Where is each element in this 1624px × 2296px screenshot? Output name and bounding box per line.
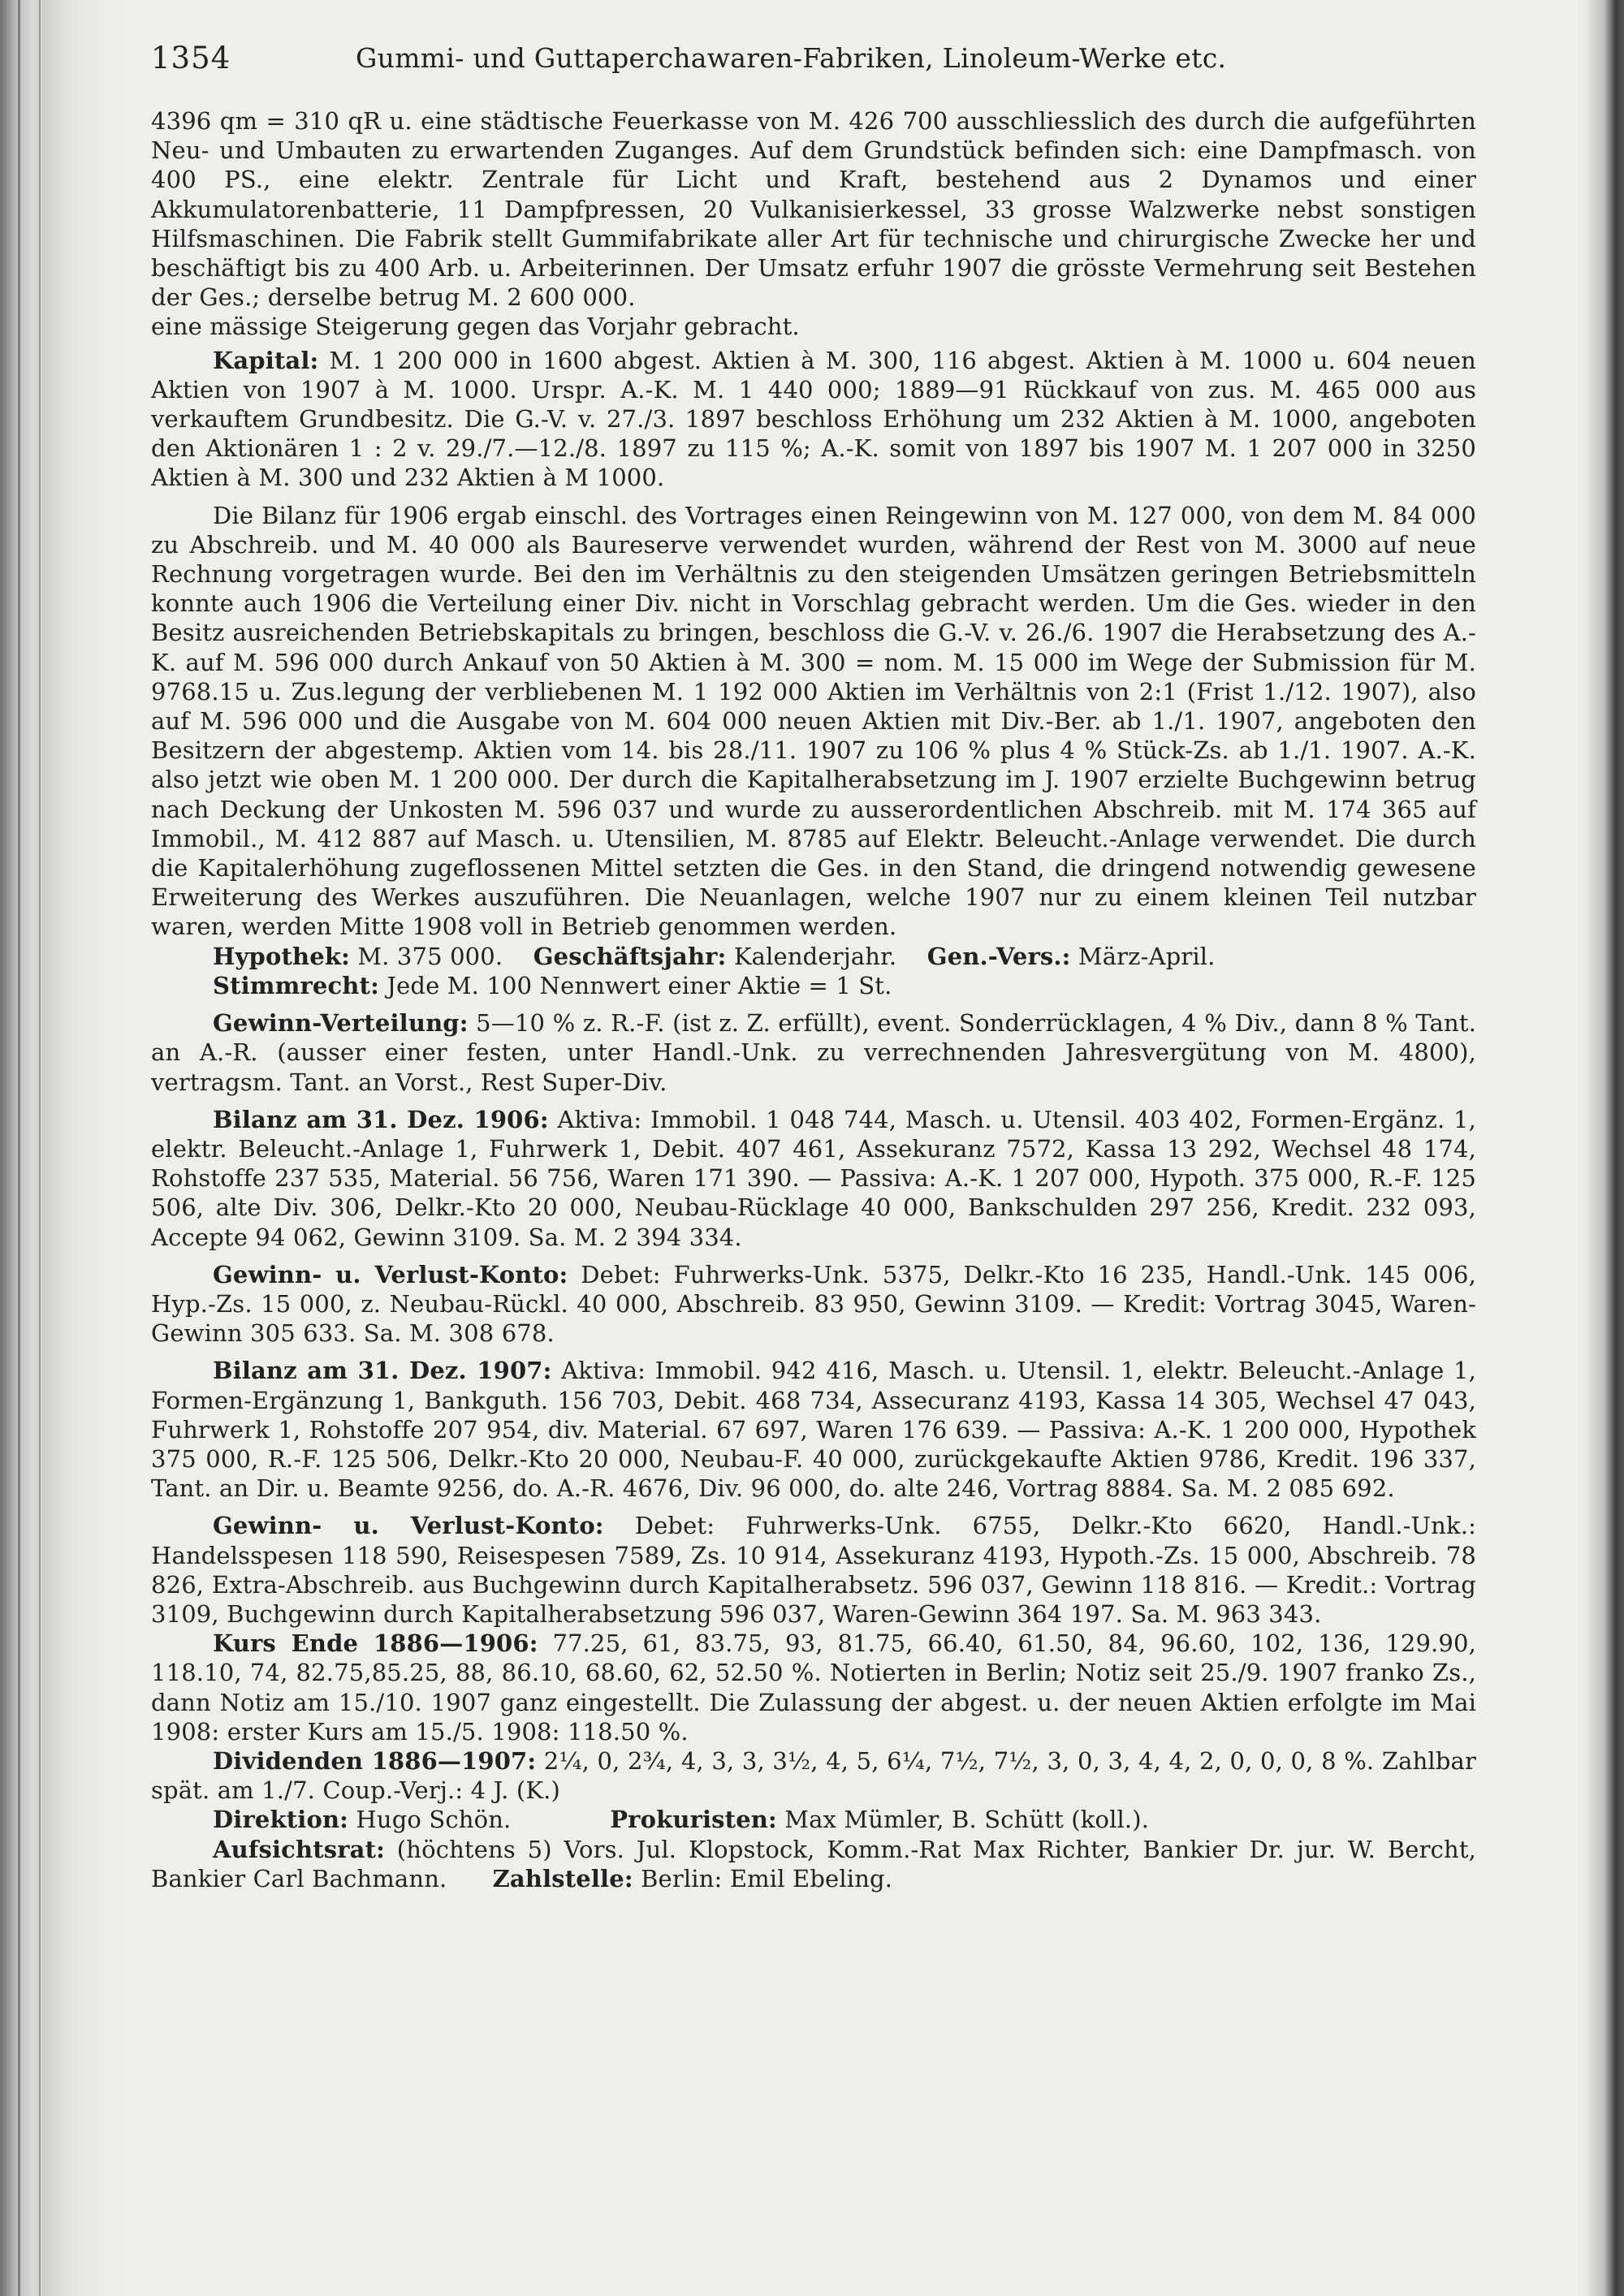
paragraph-bilanz-1906: Bilanz am 31. Dez. 1906: Aktiva: Immobil. 1 048 744, Masch. u. Utensil. 403 402, Formen-Ergänz. 1, elektr. Beleucht.-Anlage 1, Fuhrwerk 1, Debit. 407 461, Assekuranz 7572, Kassa 13 292, Wechsel 48 174, Rohstoffe 237 535, Material. 56 756, Waren 171 390. — Passiva: A.-K. 1 207 000, Hypoth. 375 000, R.-F. 125 506, alte Div. 306, Delkr.-Kto 20 000, Neubau-Rücklage 40 000, Bankschulden 297 256, Kredit. 232 093, Accepte 94 062, Gewinn 3109. Sa. M. 2 394 334. [151,1105,1476,1251]
prokuristen-label: Prokuristen: [610,1806,777,1834]
paragraph-stimmrecht: Stimmrecht: Jede M. 100 Nennwert einer Aktie = 1 St. [213,971,892,999]
paragraph-dividenden: Dividenden 1886—1907: 2¼, 0, 2¾, 4, 3, 3, 3½, 4, 5, 6¼, 7½, 7½, 3, 0, 3, 4, 4, 2, 0, 0, 0, 8 %. Zahlbar spät. am 1./7. Coup.-Verj.: 4 J. (K.) [151,1746,1476,1805]
geschaeftsjahr-label: Geschäftsjahr: [533,942,727,970]
bilanz-1906-label: Bilanz am 31. Dez. 1906: [213,1105,549,1133]
paragraph-guv-1907: Gewinn- u. Verlust-Konto: Debet: Fuhrwerks-Unk. 6755, Delkr.-Kto 6620, Handl.-Unk.: Handelsspesen 118 590, Reisespesen 7589, Zs. 10 914, Assekuranz 4193, Hypoth.-Zs. 15 000, Abschreib. 78 826, Extra-Abschreib. aus Buchgewinn durch Kapitalherabsetz. 596 037, Gewinn 118 816. — Kredit.: Vortrag 3109, Buchgewinn durch Kapitalherabsetzung 596 037, Waren-Gewinn 364 197. Sa. M. 963 343. [151,1512,1476,1628]
guv-1907-label: Gewinn- u. Verlust-Konto: [213,1512,604,1540]
hypothek-label: Hypothek: [213,942,350,970]
stimmrecht-label: Stimmrecht: [213,971,379,999]
aufsichtsrat-label: Aufsichtsrat: [213,1835,385,1863]
dividenden-label: Dividenden 1886—1907: [213,1746,537,1775]
body-text [151,106,1476,1893]
paragraph-hypothek: Hypothek: M. 375 000. Geschäftsjahr: Kalenderjahr. Gen.-Vers.: März-April. [213,942,1216,970]
gewinn-verteilung-label: Gewinn-Verteilung: [213,1009,469,1038]
paragraph-kurs: Kurs Ende 1886—1906: 77.25, 61, 83.75, 93, 81.75, 66.40, 61.50, 84, 96.60, 102, 136, 129.90, 118.10, 74, 82.75,85.25, 88, 86.10, 68.60, 62, 52.50 %. Notierten in Berlin; Notiz seit 25./9. 1907 franko Zs., dann Notiz am 15./10. 1907 ganz eingestellt. Die Zulassung der abgest. u. der neuen Aktien erfolgte im Mai 1908: erster Kurs am 15./5. 1908: 118.50 %. [151,1629,1476,1746]
paragraph-gewinn-verteilung: Gewinn-Verteilung: 5—10 % z. R.-F. (ist z. Z. erfüllt), event. Sonderrücklagen, 4 % Div., dann 8 % Tant. an A.-R. (ausser einer festen, unter Handl.-Unk. zu verrechnenden Jahresvergütung von M. 4800), vertragsm. Tant. an Vorst., Rest Super-Div. [151,1009,1476,1096]
kapital-label: Kapital: [213,346,319,374]
document-page [151,0,1476,2296]
guv-1906-label: Gewinn- u. Verlust-Konto: [213,1260,568,1288]
paragraph-aufsichtsrat: Aufsichtsrat: (höchtens 5) Vors. Jul. Klopstock, Komm.-Rat Max Richter, Bankier Dr. jur. W. Bercht, Bankier Carl Bachmann. Zahlstelle: Berlin: Emil Ebeling. [151,1835,1476,1892]
bilanz-1907-label: Bilanz am 31. Dez. 1907: [213,1357,552,1385]
paragraph-plant-description: 4396 qm = 310 qR u. eine städtische Feuerkasse von M. 426 700 ausschliesslich des durch die aufgeführten Neu- und Umbauten zu erwartenden Zuganges. Auf dem Grundstück befinden sich: eine Dampfmasch. von 400 PS., eine elektr. Zentrale für Licht und Kraft, bestehend aus 2 Dynamos und einer Akkumulatorenbatterie, 11 Dampfpressen, 20 Vulkanisierkessel, 33 grosse Walzwerke nebst sonstigen Hilfsmaschinen. Die Fabrik stellt Gummifabrikate aller Art für technische und chirurgische Zwecke her und beschäftigt bis zu 400 Arb. u. Arbeiterinnen. Der Umsatz erfuhr 1907 die grösste Vermehrung seit Bestehen der Ges.; derselbe betrug M. 2 600 000. [151,107,1476,312]
page-right-edge-shadow [1583,0,1624,2296]
page-header [151,41,1476,80]
running-title: Gummi- und Guttaperchawaren-Fabriken, Linoleum-Werke etc. [356,42,1227,74]
paragraph-bilanz-1906-notes: Die Bilanz für 1906 ergab einschl. des Vortrages einen Reingewinn von M. 127 000, von dem M. 84 000 zu Abschreib. und M. 40 000 als Baureserve verwendet wurden, während der Rest von M. 3000 auf neue Rechnung vorgetragen wurde. Bei den im Verhältnis zu den steigenden Umsätzen geringen Betriebsmitteln konnte auch 1906 die Verteilung einer Div. nicht in Vorschlag gebracht werden. Um die Ges. wieder in den Besitz ausreichenden Betriebskapitals zu bringen, beschloss die G.-V. v. 26./6. 1907 die Herabsetzung des A.-K. auf M. 596 000 durch Ankauf von 50 Aktien à M. 300 = nom. M. 15 000 im Wege der Submission für M. 9768.15 u. Zus.legung der verbliebenen M. 1 192 000 Aktien im Verhältnis von 2:1 (Frist 1./12. 1907), also auf M. 596 000 und die Ausgabe von M. 604 000 neuen Aktien mit Div.-Ber. ab 1./1. 1907, angeboten den Besitzern der abgestemp. Aktien vom 14. bis 28./11. 1907 zu 106 % plus 4 % Stück-Zs. ab 1./1. 1907. A.-K. also jetzt wie oben M. 1 200 000. Der durch die Kapitalherabsetzung im J. 1907 erzielte Buchgewinn betrug nach Deckung der Unkosten M. 596 037 und wurde zu ausserordentlichen Abschreib. mit M. 174 365 auf Immobil., M. 412 887 auf Masch. u. Utensilien, M. 8785 auf Elektr. Beleucht.-Anlage verwendet. Die durch die Kapitalerhöhung zugeflossenen Mittel setzten die Ges. in den Stand, die dringend notwendig gewesene Erweiterung des Werkes auszuführen. Die Neuanlagen, welche 1907 nur zu einem kleinen Teil nutzbar waren, werden Mitte 1908 voll in Betrieb genommen werden. [151,501,1476,941]
paragraph-direktion: Direktion: Hugo Schön. Prokuristen: Max Mümler, B. Schütt (koll.). [213,1806,1150,1834]
binding-edge-line [39,0,41,2296]
direktion-label: Direktion: [213,1806,349,1834]
page-number: 1354 [151,41,231,76]
paragraph-guv-1906: Gewinn- u. Verlust-Konto: Debet: Fuhrwerks-Unk. 5375, Delkr.-Kto 16 235, Handl.-Unk. 145 006, Hyp.-Zs. 15 000, z. Neubau-Rückl. 40 000, Abschreib. 83 950, Gewinn 3109. — Kredit: Vortrag 3045, Waren-Gewinn 305 633. Sa. M. 308 678. [151,1260,1476,1348]
kurs-label: Kurs Ende 1886—1906: [213,1629,538,1658]
paragraph-increase-note: eine mässige Steigerung gegen das Vorjahr gebracht. [151,313,800,341]
zahlstelle-label: Zahlstelle: [492,1864,633,1892]
binding-edge-line [18,0,20,2296]
paragraph-bilanz-1907: Bilanz am 31. Dez. 1907: Aktiva: Immobil. 942 416, Masch. u. Utensil. 1, elektr. Beleucht.-Anlage 1, Formen-Ergänzung 1, Bankguth. 156 703, Debit. 468 734, Assecuranz 4193, Kassa 14 305, Wechsel 47 043, Fuhrwerk 1, Rohstoffe 207 954, div. Material. 67 697, Waren 176 639. — Passiva: A.-K. 1 200 000, Hypothek 375 000, R.-F. 125 506, Delkr.-Kto 20 000, Neubau-F. 40 000, zurückgekaufte Aktien 9786, Kredit. 196 337, Tant. an Dir. u. Beamte 9256, do. A.-R. 4676, Div. 96 000, do. alte 246, Vortrag 8884. Sa. M. 2 085 692. [151,1357,1476,1503]
paragraph-kapital: Kapital: M. 1 200 000 in 1600 abgest. Aktien à M. 300, 116 abgest. Aktien à M. 1000 u. 604 neuen Aktien von 1907 à M. 1000. Urspr. A.-K. M. 1 440 000; 1889—91 Rückkauf von zus. M. 465 000 aus verkauftem Grundbesitz. Die G.-V. v. 27./3. 1897 beschloss Erhöhung um 232 Aktien à M. 1000, angeboten den Aktionären 1 : 2 v. 29./7.—12./8. 1897 zu 115 %; A.-K. somit von 1897 bis 1907 M. 1 207 000 in 3250 Aktien à M. 300 und 232 Aktien à M 1000. [151,346,1476,492]
gen-vers-label: Gen.-Vers.: [926,942,1071,970]
